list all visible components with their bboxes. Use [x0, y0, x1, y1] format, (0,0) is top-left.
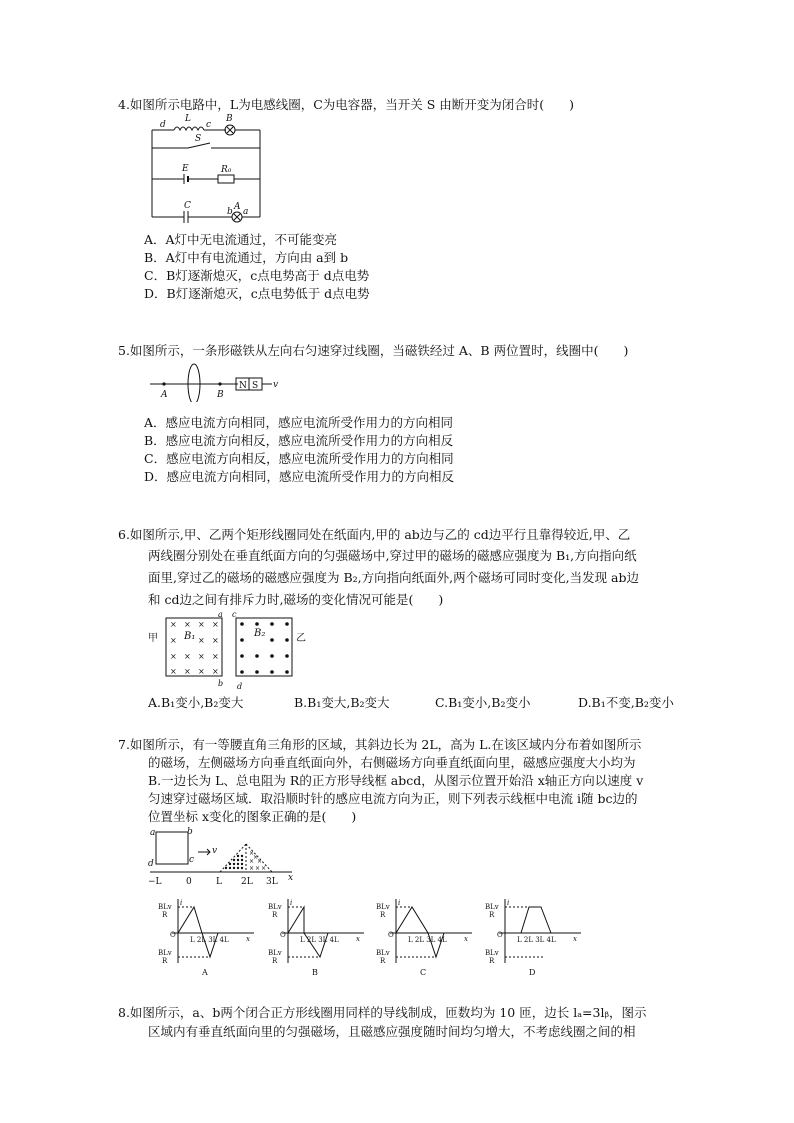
q4-label-c: c [206, 120, 212, 130]
svg-text:×: × [170, 620, 177, 629]
svg-text:x: x [464, 935, 468, 943]
svg-text:×: × [170, 652, 177, 661]
q5-label-B: B [217, 390, 224, 400]
svg-text:L 2L 3L 4L: L 2L 3L 4L [190, 936, 229, 944]
q5-magnet-figure [148, 358, 288, 402]
svg-text:BLv: BLv [485, 949, 499, 957]
svg-text:i: i [507, 899, 510, 907]
svg-text:R: R [162, 957, 168, 965]
q7-line-2: 的磁场，左侧磁场方向垂直纸面向外，右侧磁场方向垂直纸面向里，磁感应强度大小均为 [148, 755, 636, 770]
svg-text:×: × [198, 667, 205, 676]
svg-text:×: × [212, 636, 219, 645]
svg-text:×: × [212, 667, 219, 676]
svg-text:L 2L 3L 4L: L 2L 3L 4L [408, 936, 447, 944]
svg-text:×: × [249, 850, 255, 857]
svg-text:O: O [170, 931, 176, 939]
q4-option-c: C．B灯逐渐熄灭，c点电势高于 d点电势 [144, 268, 370, 283]
q6-label-a: a [218, 610, 223, 619]
q6-label-b2: B₂ [254, 628, 266, 639]
q6-line-1: 6.如图所示,甲、乙两个矩形线圈同处在纸面内,甲的 ab边与乙的 cd边平行且靠得较近,甲、乙 [118, 527, 631, 542]
q6-line-4: 和 cd边之间有排斥力时,磁场的变化情况可能是( ) [148, 592, 444, 607]
svg-text:BLv: BLv [376, 949, 390, 957]
q7-graph-d [485, 897, 585, 979]
q7-label-x: x [288, 873, 294, 883]
q4-label-d: d [160, 120, 166, 130]
q7-line-1: 7.如图所示，有一等腰直角三角形的区域，其斜边长为 2L，高为 L.在该区域内分布着如图所示 [118, 737, 642, 752]
svg-text:×: × [212, 620, 219, 629]
q6-option-a: A.B₁变小,B₂变大 [148, 695, 244, 710]
q7-line-4: 匀速穿过磁场区域．取沿顺时针的感应电流方向为正，则下列表示线框中电流 i随 bc边的 [148, 791, 638, 806]
svg-text:BLv: BLv [158, 949, 172, 957]
svg-text:x: x [356, 935, 360, 943]
svg-text:×: × [184, 667, 191, 676]
q6-coils-figure [146, 610, 316, 692]
q8-line-1: 8.如图所示，a、b两个闭合正方形线圈用同样的导线制成，匝数均为 10 匝，边长 lₐ=3lᵦ，图示 [118, 1005, 647, 1020]
svg-text:O: O [388, 931, 394, 939]
q7-line-5: 位置坐标 x变化的图象正确的是( ) [148, 809, 357, 824]
q7-label-d: d [148, 859, 154, 869]
q7-tick-neg-l: −L [148, 877, 162, 887]
svg-text:×: × [170, 636, 177, 645]
svg-text:R: R [162, 911, 168, 919]
q5-label-A: A [161, 390, 168, 400]
q5-option-b: B．感应电流方向相反，感应电流所受作用力的方向相反 [144, 433, 454, 448]
q8-line-2: 区域内有垂直纸面向里的匀强磁场，且磁感应强度随时间均匀增大，不考虑线圈之间的相 [148, 1024, 636, 1039]
q5-label-N: N [239, 381, 247, 391]
q7-tick-2l: 2L [241, 877, 253, 887]
q7-graph-a [158, 897, 258, 979]
q7-region-figure [148, 826, 298, 888]
q7-label-a: a [150, 828, 156, 838]
svg-text:i: i [290, 899, 293, 907]
q7-tick-0: 0 [186, 877, 192, 887]
svg-text:O: O [280, 931, 286, 939]
q5-option-c: C．感应电流方向相反，感应电流所受作用力的方向相同 [144, 451, 454, 466]
svg-text:R: R [380, 911, 386, 919]
svg-text:O: O [497, 931, 503, 939]
q7-label-v: v [212, 846, 218, 856]
q7-graph-c [376, 897, 476, 979]
svg-text:BLv: BLv [376, 903, 390, 911]
q6-option-d: D.B₁不变,B₂变小 [578, 695, 674, 710]
q4-option-d: D．B灯逐渐熄灭，c点电势低于 d点电势 [144, 286, 370, 301]
q4-label-B: B [226, 114, 233, 124]
q6-option-c: C.B₁变小,B₂变小 [435, 695, 531, 710]
q6-line-2: 两线圈分别处在垂直纸面方向的匀强磁场中,穿过甲的磁场的磁感应强度为 B₁,方向指向纸 [148, 548, 637, 563]
q7-graph-d-label: D [529, 968, 536, 977]
svg-text:×: × [184, 620, 191, 629]
svg-text:BLv: BLv [158, 903, 172, 911]
svg-text:×: × [184, 652, 191, 661]
q6-line-3: 面里,穿过乙的磁场的磁感应强度为 B₂,方向指向纸面外,两个磁场可同时变化,当发现 ab边 [148, 570, 639, 585]
svg-text:x: x [246, 935, 250, 943]
q4-label-S: S [195, 134, 202, 144]
svg-text:R: R [489, 911, 495, 919]
q6-label-yi: 乙 [296, 633, 306, 644]
svg-text:BLv: BLv [485, 903, 499, 911]
q4-label-E: E [182, 164, 189, 174]
q7-label-c: c [189, 855, 195, 865]
svg-text:×: × [198, 636, 205, 645]
svg-text:×: × [261, 865, 267, 872]
q7-graph-b [268, 897, 368, 979]
q6-option-b: B.B₁变大,B₂变大 [294, 695, 390, 710]
svg-text:×: × [170, 667, 177, 676]
svg-text:R: R [489, 957, 495, 965]
q4-label-C: C [184, 201, 191, 211]
q6-label-d: d [237, 682, 243, 691]
q4-option-b: B．A灯中有电流通过，方向由 a到 b [144, 250, 349, 265]
q5-option-d: D．感应电流方向相同，感应电流所受作用力的方向相反 [144, 469, 455, 484]
svg-text:×: × [249, 865, 255, 872]
svg-text:×: × [198, 652, 205, 661]
q5-stem: 5.如图所示，一条形磁铁从左向右匀速穿过线圈，当磁铁经过 A、B 两位置时，线圈中( ) [118, 343, 629, 358]
svg-text:×: × [255, 865, 261, 872]
q4-option-a: A．A灯中无电流通过，不可能变亮 [144, 232, 338, 247]
q4-label-a: a [243, 207, 249, 217]
svg-text:L 2L 3L 4L: L 2L 3L 4L [517, 936, 556, 944]
q6-label-b1: B₁ [184, 631, 196, 642]
q5-label-S: S [252, 381, 259, 391]
q7-graph-c-label: C [420, 968, 427, 977]
q7-graph-b-label: B [312, 968, 318, 977]
svg-text:R: R [380, 957, 386, 965]
q4-circuit-figure [148, 113, 268, 225]
svg-text:R: R [272, 911, 278, 919]
svg-text:i: i [398, 899, 401, 907]
svg-text:i: i [180, 899, 183, 907]
q5-option-a: A．感应电流方向相同，感应电流所受作用力的方向相同 [144, 415, 454, 430]
q7-tick-3l: 3L [266, 877, 278, 887]
q4-label-R0: R₀ [221, 165, 232, 175]
svg-text:×: × [253, 854, 259, 861]
svg-text:BLv: BLv [268, 903, 282, 911]
q4-stem: 4.如图所示电路中，L为电感线圈，C为电容器，当开关 S 由断开变为闭合时( ) [118, 97, 575, 112]
q6-label-c: c [232, 610, 237, 619]
q7-label-b: b [187, 827, 193, 837]
svg-text:×: × [212, 652, 219, 661]
svg-text:BLv: BLv [268, 949, 282, 957]
q4-label-L: L [185, 114, 191, 124]
q7-graph-a-label: A [202, 968, 208, 977]
svg-text:R: R [272, 957, 278, 965]
q6-label-b: b [218, 679, 224, 688]
svg-text:×: × [249, 858, 255, 865]
q6-label-jia: 甲 [148, 633, 158, 644]
svg-text:×: × [257, 858, 263, 865]
q4-label-b: b [227, 207, 233, 217]
svg-text:L 2L 3L 4L: L 2L 3L 4L [300, 936, 339, 944]
q4-label-A: A [234, 202, 241, 212]
q7-line-3: B.一边长为 L、总电阻为 R的正方形导线框 abcd，从图示位置开始沿 x轴正方向以速度 v [148, 773, 644, 788]
svg-text:x: x [573, 935, 577, 943]
q5-label-v: v [273, 380, 279, 390]
svg-text:×: × [198, 620, 205, 629]
q7-tick-l: L [216, 877, 222, 887]
